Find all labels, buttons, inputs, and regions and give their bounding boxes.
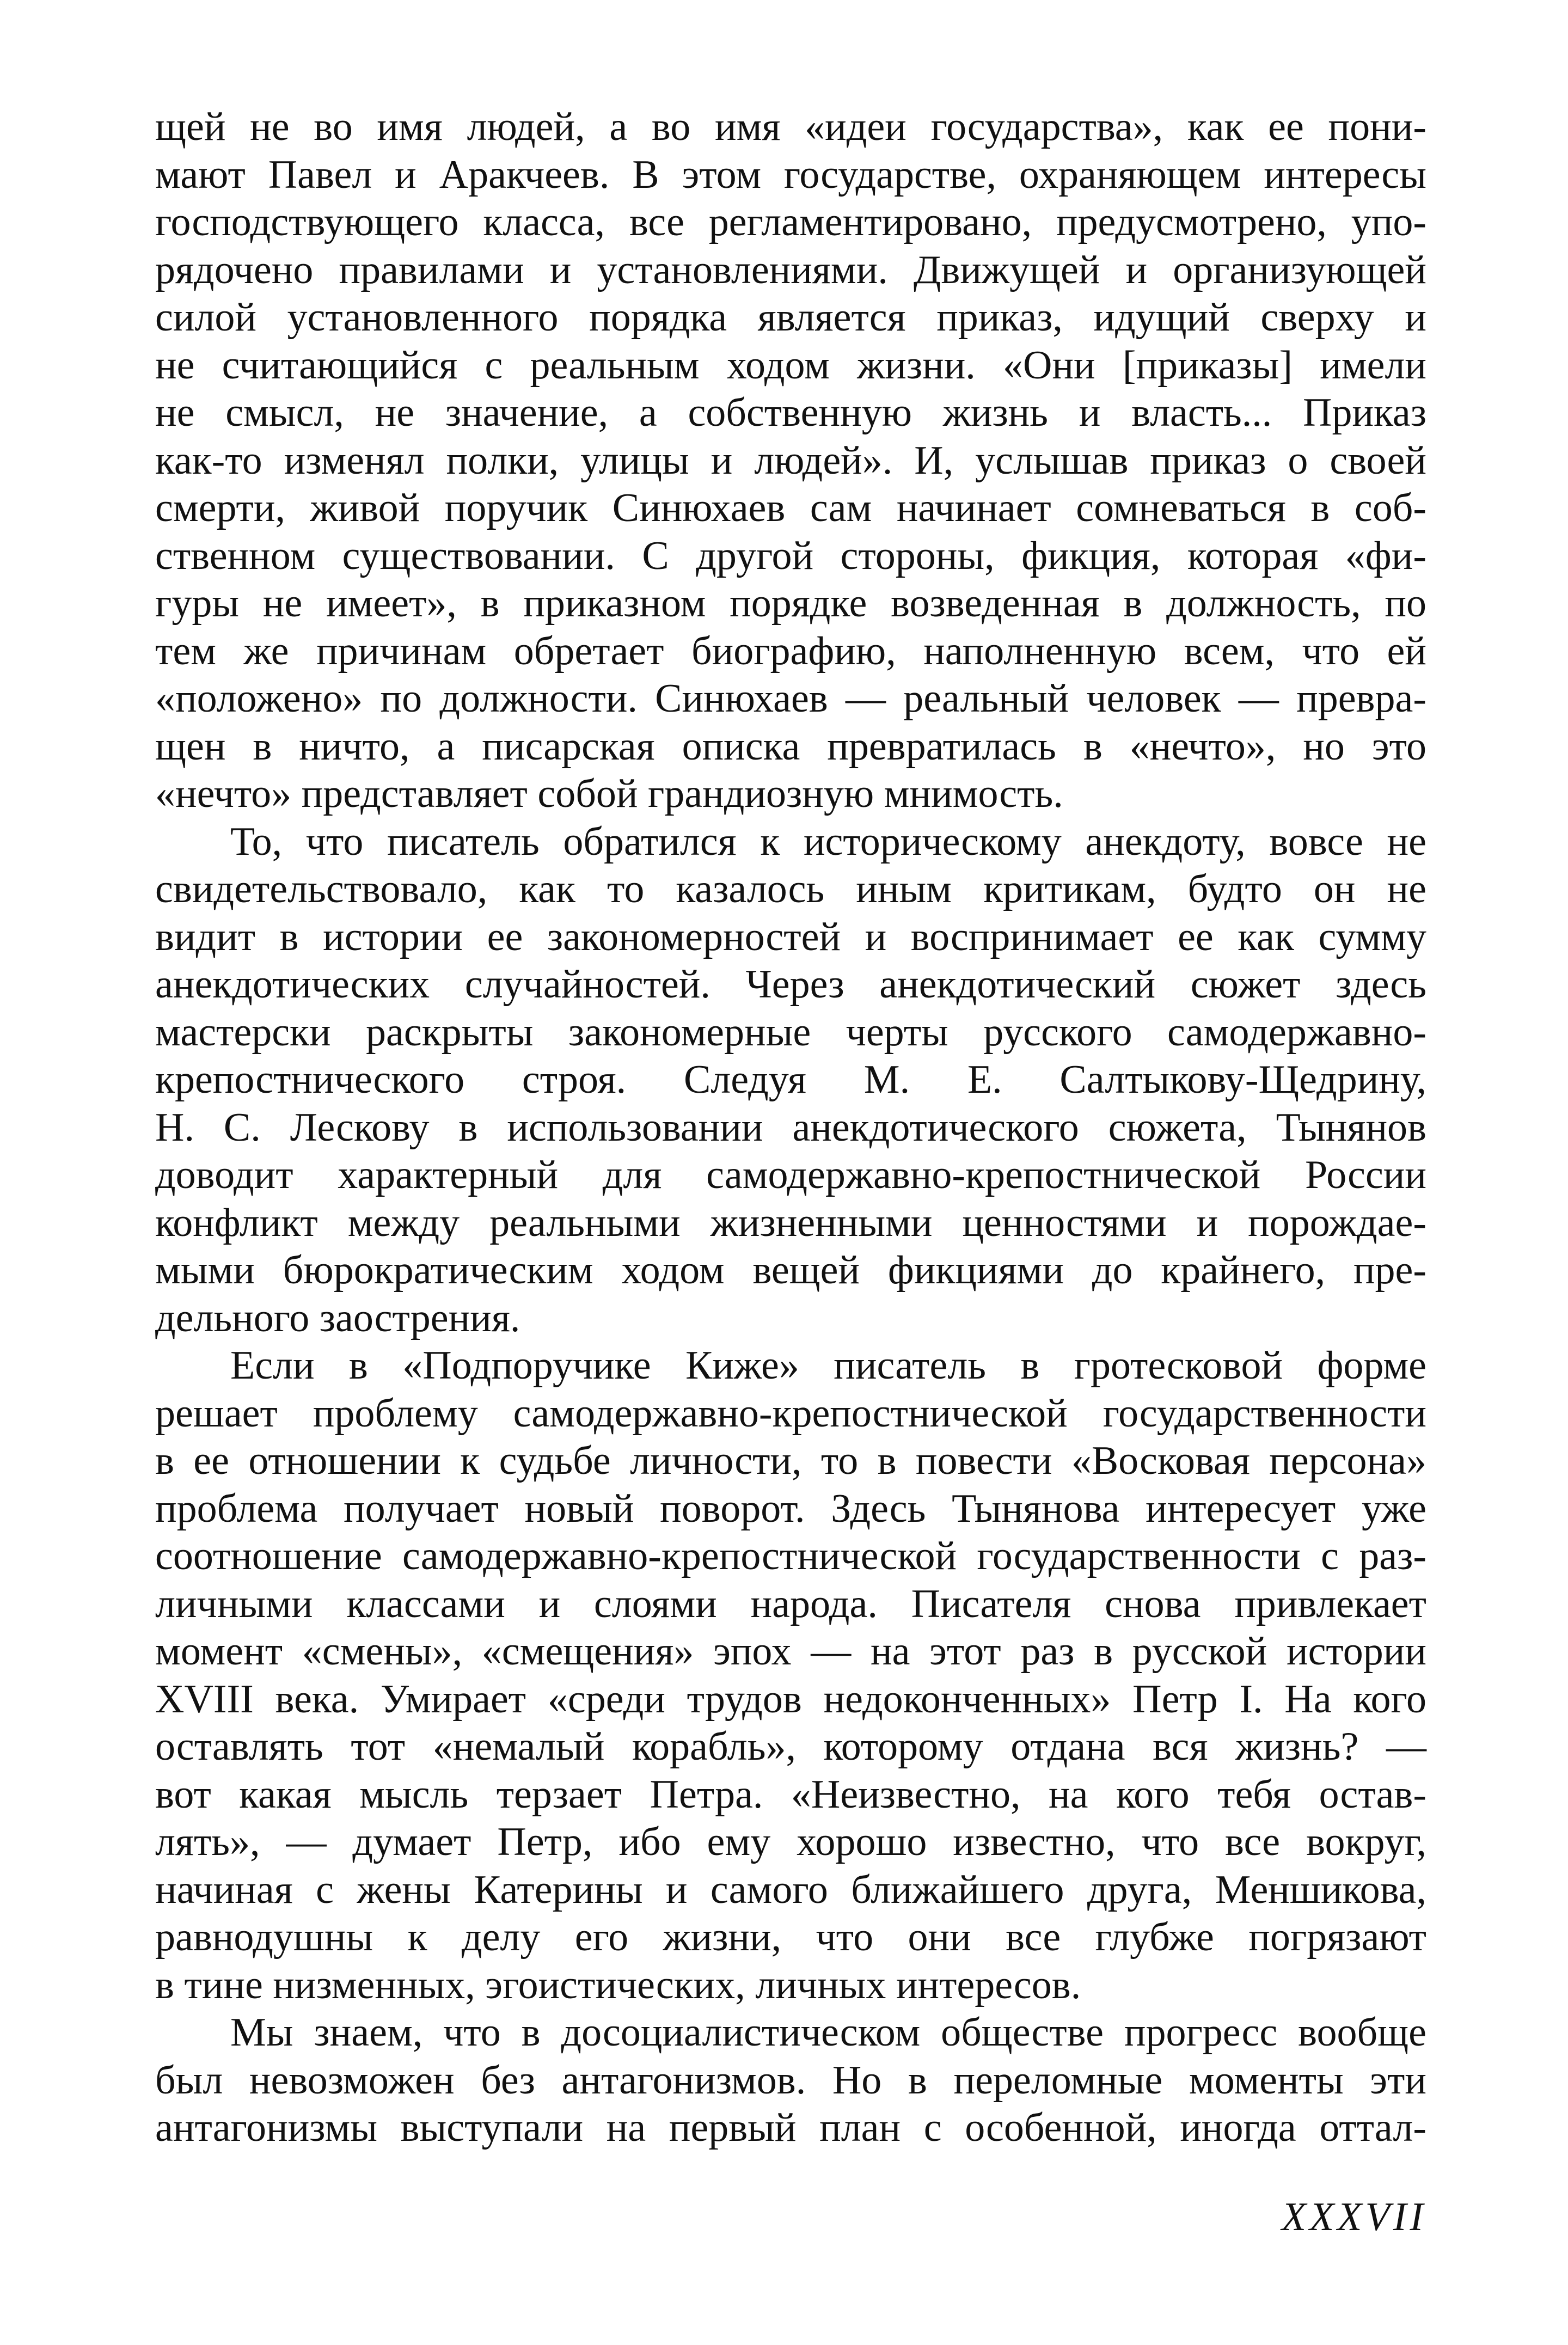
- text-line: господствующего класса, все регламентировано, предусмотрено, упо-: [155, 200, 1426, 244]
- text-line: тем же причинам обретает биографию, наполненную всем, что ей: [155, 628, 1426, 674]
- text-line: мастерски раскрыты закономерные черты русского самодержавно-: [155, 1009, 1426, 1055]
- page-number: XXXVII: [1281, 2195, 1426, 2239]
- paragraph-3: [155, 1342, 1426, 2009]
- text-line: смерти, живой поручик Синюхаев сам начинает сомневаться в соб-: [155, 486, 1426, 530]
- text-line: начиная с жены Катерины и самого ближайшего друга, Меншикова,: [155, 1867, 1426, 1912]
- text-line: XVIII века. Умирает «среди трудов недоконченных» Петр I. На кого: [155, 1676, 1426, 1722]
- text-line: То, что писатель обратился к историческому анекдоту, вовсе не: [230, 819, 1426, 864]
- text-line: мают Павел и Аракчеев. В этом государстве, охраняющем интересы: [155, 152, 1426, 197]
- text-line: «положено» по должности. Синюхаев — реальный человек — превра-: [155, 676, 1426, 721]
- page-body: [155, 103, 1426, 2254]
- text-line: дельного заострения.: [155, 1295, 520, 1340]
- text-line: Н. С. Лескову в использовании анекдотического сюжета, Тынянов: [155, 1105, 1426, 1150]
- text-line: не считающийся с реальным ходом жизни. «Они [приказы] имели: [155, 342, 1426, 388]
- text-line: в ее отношении к судьбе личности, то в повести «Восковая персона»: [155, 1438, 1426, 1483]
- text-line: видит в истории ее закономерностей и воспринимает ее как сумму: [155, 914, 1426, 959]
- text-line: личными классами и слоями народа. Писателя снова привлекает: [155, 1581, 1426, 1626]
- text-line: мыми бюрократическим ходом вещей фикциями до крайнего, пре-: [155, 1248, 1426, 1293]
- text-line: гуры не имеет», в приказном порядке возведенная в должность, по: [155, 581, 1426, 626]
- text-line: лять», — думает Петр, ибо ему хорошо известно, что все вокруг,: [155, 1820, 1426, 1864]
- text-line: щей не во имя людей, а во имя «идеи государства», как ее пони-: [155, 105, 1426, 149]
- text-line: Если в «Подпоручике Киже» писатель в гротесковой форме: [230, 1343, 1426, 1388]
- text-line: не смысл, не значение, а собственную жизнь и власть... Приказ: [155, 390, 1426, 435]
- paragraph-1: [155, 103, 1426, 818]
- text-line: ственном существовании. С другой стороны, фикция, которая «фи-: [155, 533, 1426, 578]
- text-line: оставлять тот «немалый корабль», которому отдана вся жизнь? —: [155, 1724, 1426, 1769]
- text-line: «нечто» представляет собой грандиозную мнимость.: [155, 772, 1063, 816]
- text-line: рядочено правилами и установлениями. Движущей и организующей: [155, 247, 1426, 292]
- text-line: в тине низменных, эгоистических, личных интересов.: [155, 1962, 1081, 2007]
- text-line: решает проблему самодержавно-крепостнической государственности: [155, 1391, 1426, 1436]
- text-line: свидетельствовало, как то казалось иным критикам, будто он не: [155, 867, 1426, 911]
- text-line: щен в ничто, а писарская описка превратилась в «нечто», но это: [155, 724, 1426, 769]
- paragraph-4: [155, 2009, 1426, 2152]
- text-line: Мы знаем, что в досоциалистическом обществе прогресс вообще: [230, 2010, 1426, 2055]
- text-line: был невозможен без антагонизмов. Но в переломные моменты эти: [155, 2058, 1426, 2103]
- text-line: вот какая мысль терзает Петра. «Неизвестно, на кого тебя остав-: [155, 1772, 1426, 1817]
- text-line: равнодушны к делу его жизни, что они все глубже погрязают: [155, 1915, 1426, 1960]
- paragraph-2: [155, 818, 1426, 1343]
- text-line: анекдотических случайностей. Через анекдотический сюжет здесь: [155, 962, 1426, 1007]
- text-line: доводит характерный для самодержавно-крепостнической России: [155, 1153, 1426, 1197]
- text-line: конфликт между реальными жизненными ценностями и порождае-: [155, 1200, 1426, 1245]
- text-line: антагонизмы выступали на первый план с особенной, иногда оттал-: [155, 2105, 1426, 2150]
- text-line: соотношение самодержавно-крепостнической государственности с раз-: [155, 1534, 1426, 1578]
- text-line: проблема получает новый поворот. Здесь Тынянова интересует уже: [155, 1486, 1426, 1531]
- text-line: момент «смены», «смещения» эпох — на этот раз в русской истории: [155, 1629, 1426, 1674]
- text-line: силой установленного порядка является приказ, идущий сверху и: [155, 295, 1426, 340]
- text-line: как-то изменял полки, улицы и людей». И, услышав приказ о своей: [155, 438, 1426, 483]
- text-line: крепостнического строя. Следуя М. Е. Салтыкову-Щедрину,: [155, 1057, 1426, 1102]
